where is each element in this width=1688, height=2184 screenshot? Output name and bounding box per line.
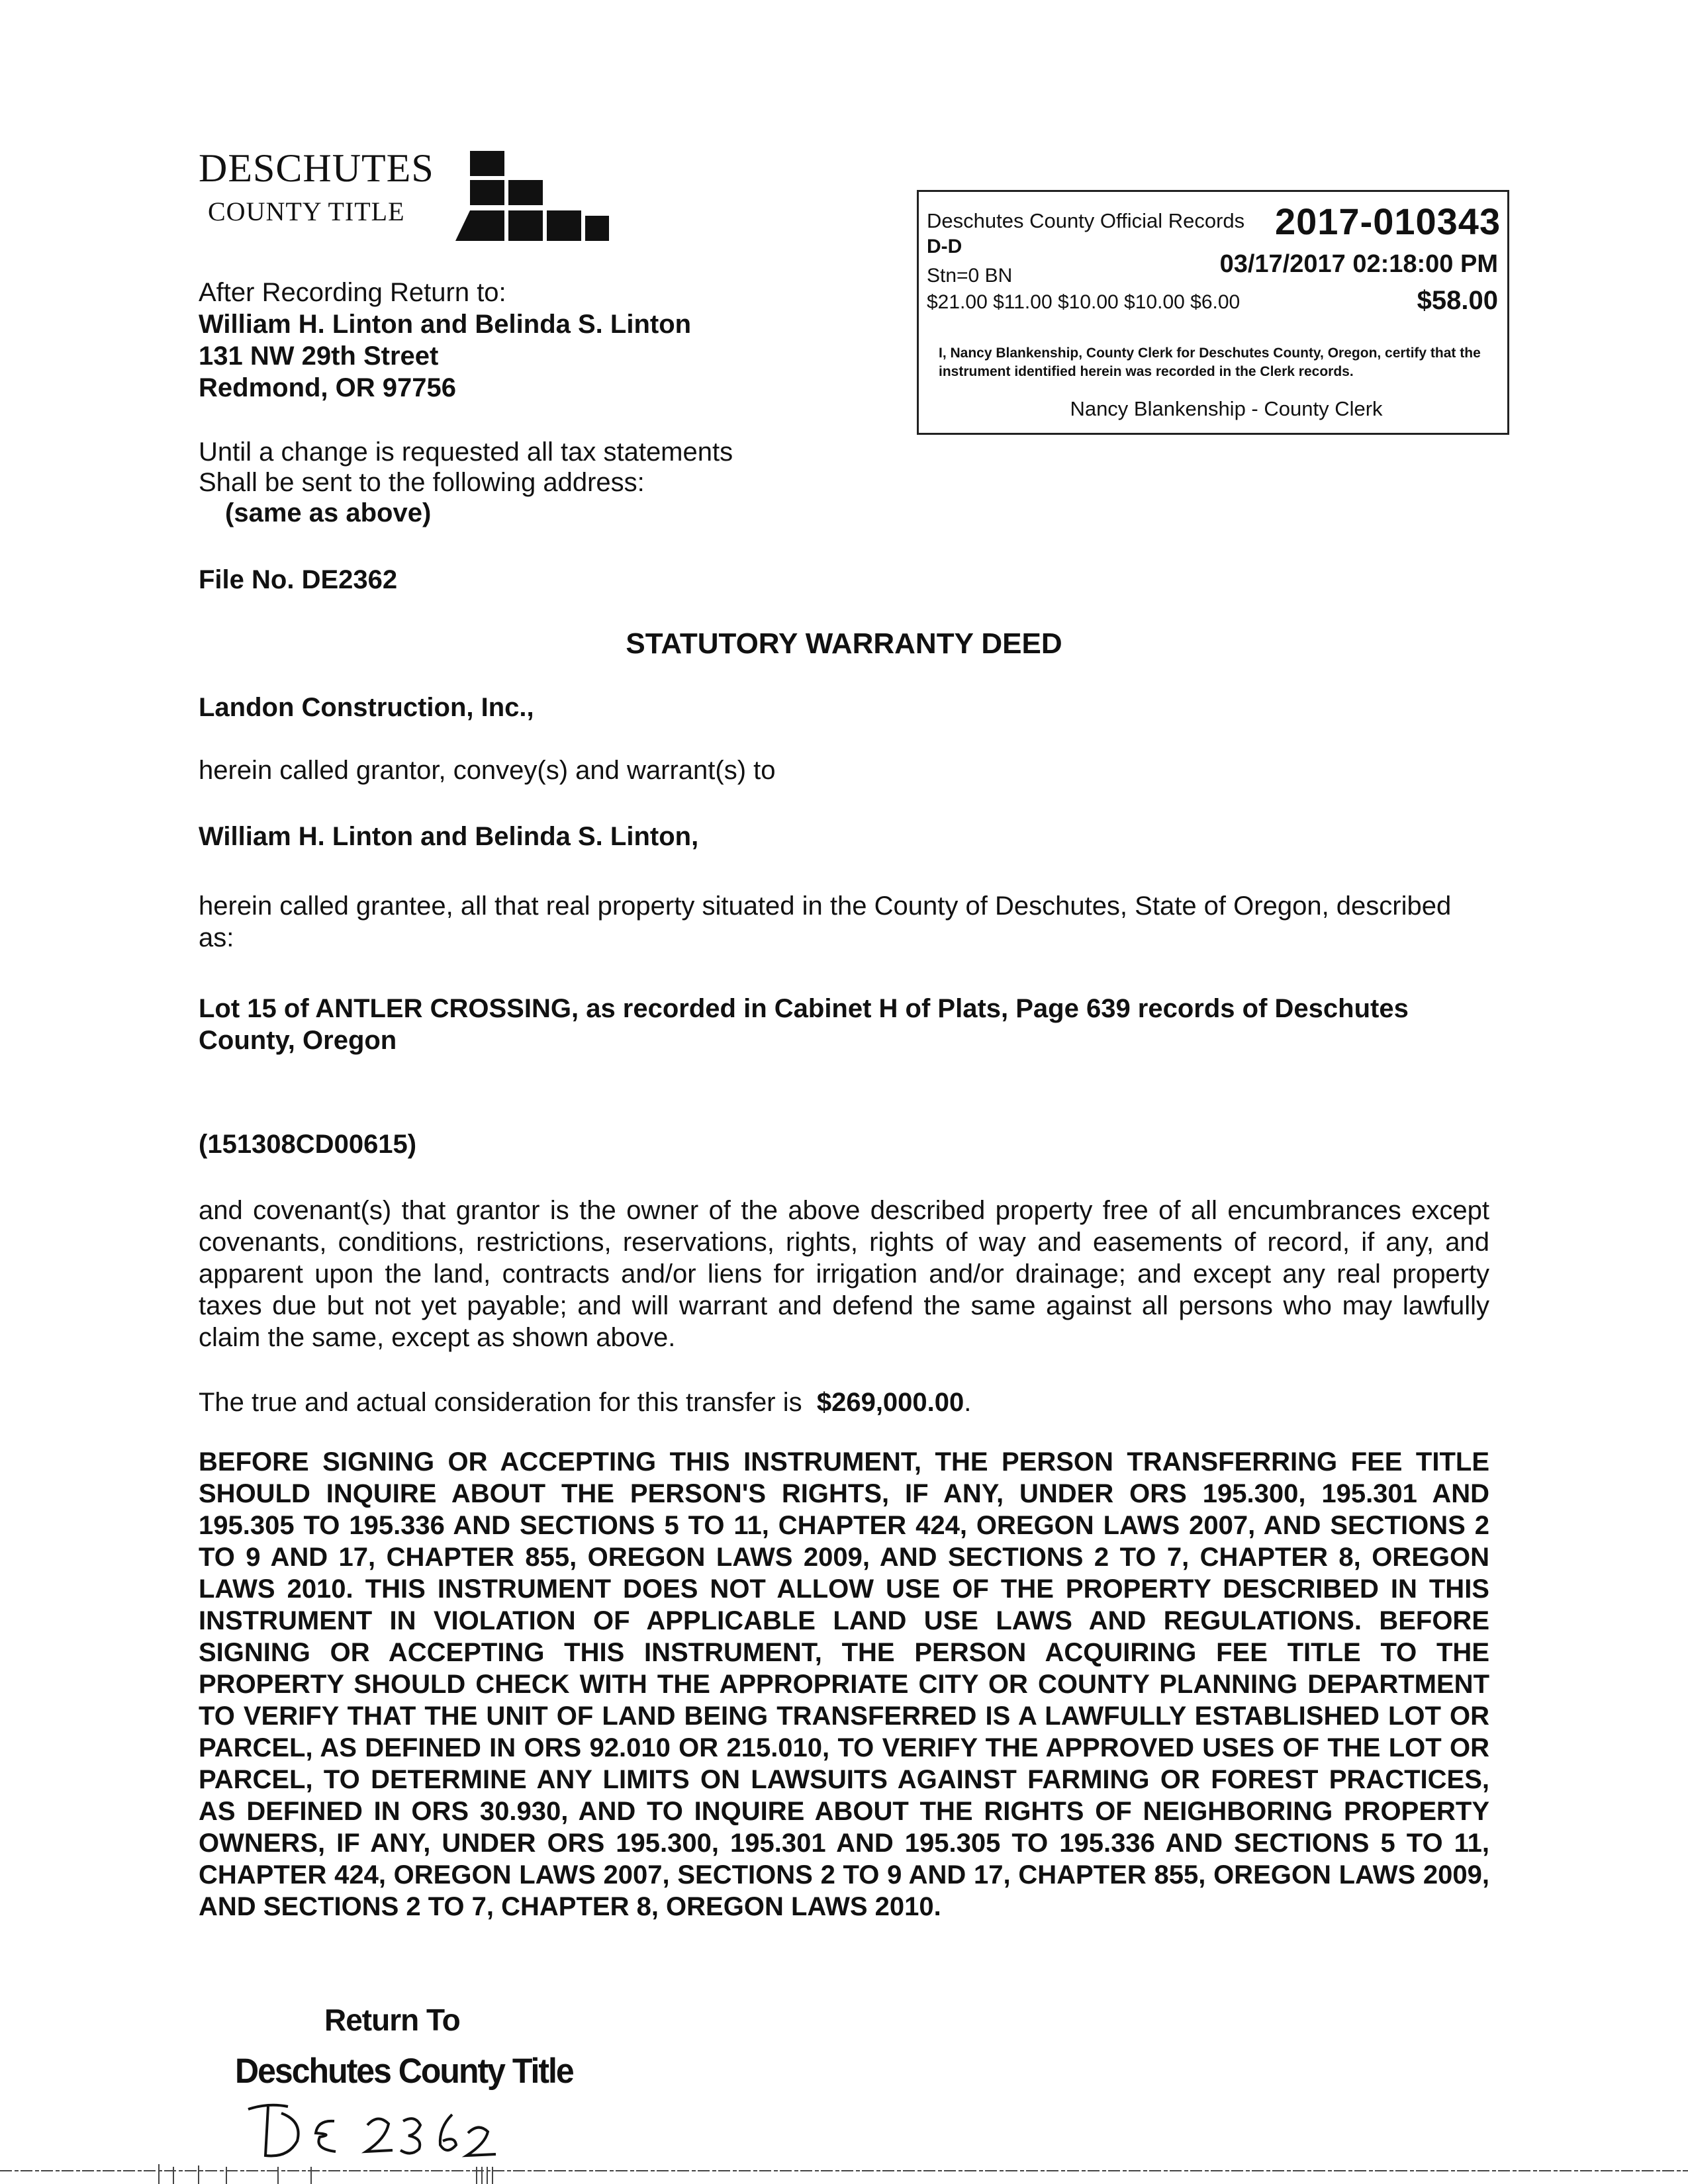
recording-type: D-D bbox=[927, 236, 962, 257]
recording-fees: $21.00 $11.00 $10.00 $10.00 $6.00 bbox=[927, 291, 1241, 313]
covenant-paragraph: and covenant(s) that grantor is the owner of the above described property free of all encumbrances except covenants, conditions, restrictions, reservations, rights, rights of way and easements of record, if any, and apparent upon the land, contracts and/or liens for irrigation and/or drainage; and except any real property taxes due but not yet payable; and will warrant and defend the same against all persons who may lawfully claim the same, except as shown above. bbox=[199, 1196, 1489, 1352]
logo-word-county-title: COUNTY TITLE bbox=[208, 197, 405, 226]
return-to-label: After Recording Return to: bbox=[199, 278, 506, 307]
return-address-name: William H. Linton and Belinda S. Linton bbox=[199, 310, 692, 339]
recording-certification: I, Nancy Blankenship, County Clerk for Deschutes County, Oregon, certify that the instrument identified herein was recorded in the Clerk records. bbox=[939, 345, 1481, 379]
return-address-city: Redmond, OR 97756 bbox=[199, 373, 457, 402]
recording-number: 2017-010343 bbox=[1275, 201, 1501, 242]
grantor-name: Landon Construction, Inc., bbox=[199, 693, 534, 722]
return-address-street: 131 NW 29th Street bbox=[199, 341, 439, 371]
stamp-company: Deschutes County Title bbox=[235, 2051, 573, 2091]
logo-blocks-icon bbox=[455, 151, 609, 241]
consideration-amount: $269,000.00 bbox=[816, 1388, 964, 1417]
return-address bbox=[199, 308, 691, 404]
ors-warning-paragraph: BEFORE SIGNING OR ACCEPTING THIS INSTRUMENT, THE PERSON TRANSFERRING FEE TITLE SHOULD INQUIRE ABOUT THE PERSON'S RIGHTS, IF ANY, UNDER ORS 195.300, 195.301 AND 195.305 TO 195.336 AND SECTIONS 5 TO 11, CHAPTER 424, OREGON LAWS 2007, AND SECTIONS 2 TO 9 AND 17, CHAPTER 855, OREGON LAWS 2009, AND SECTIONS 2 TO 7, CHAPTER 8, OREGON LAWS 2010. THIS INSTRUMENT DOES NOT ALLOW USE OF THE PROPERTY DESCRIBED IN THIS INSTRUMENT IN VIOLATION OF APPLICABLE LAND USE LAWS AND REGULATIONS. BEFORE SIGNING OR ACCEPTING THIS INSTRUMENT, THE PERSON ACQUIRING FEE TITLE TO THE PROPERTY SHOULD CHECK WITH THE APPROPRIATE CITY OR COUNTY PLANNING DEPARTMENT TO VERIFY THAT THE UNIT OF LAND BEING TRANSFERRED IS A LAWFULLY ESTABLISHED LOT OR PARCEL, AS DEFINED IN ORS 92.010 OR 215.010, TO VERIFY THE APPROVED USES OF THE LOT OR PARCEL, TO DETERMINE ANY LIMITS ON LAWSUITS AGAINST FARMING OR FOREST PRACTICES, AS DEFINED IN ORS 30.930, AND TO INQUIRE ABOUT THE RIGHTS OF NEIGHBORING PROPERTY OWNERS, IF ANY, UNDER ORS 195.300, 195.301 AND 195.305 TO 195.336 AND SECTIONS 5 TO 11, CHAPTER 424, OREGON LAWS 2007, SECTIONS 2 TO 9 AND 17, CHAPTER 855, OREGON LAWS 2009, AND SECTIONS 2 TO 7, CHAPTER 8, OREGON LAWS 2010. bbox=[199, 1447, 1489, 1921]
recording-total: $58.00 bbox=[1417, 286, 1498, 315]
recording-datetime: 03/17/2017 02:18:00 PM bbox=[1219, 250, 1498, 278]
consideration-text: The true and actual consideration for this transfer is bbox=[199, 1388, 802, 1417]
legal-description: Lot 15 of ANTLER CROSSING, as recorded in Cabinet H of Plats, Page 639 records of Deschutes County, Oregon bbox=[199, 994, 1409, 1055]
parcel-id: (151308CD00615) bbox=[199, 1130, 417, 1159]
tax-statements-same: (same as above) bbox=[225, 498, 432, 527]
tax-statements-block bbox=[199, 437, 733, 528]
tax-statements-line1: Until a change is requested all tax statements bbox=[199, 437, 733, 467]
recording-station: Stn=0 BN bbox=[927, 265, 1013, 287]
consideration-end: . bbox=[964, 1388, 972, 1417]
recording-clerk-signature: Nancy Blankenship - County Clerk bbox=[1070, 397, 1383, 420]
recording-title: Deschutes County Official Records bbox=[927, 209, 1245, 232]
deed-title: STATUTORY WARRANTY DEED bbox=[626, 627, 1062, 660]
scan-edge-marks bbox=[0, 2158, 1688, 2184]
convey-text: herein called grantor, convey(s) and warrant(s) to bbox=[199, 756, 776, 785]
grantee-description: herein called grantee, all that real property situated in the County of Deschutes, State of Oregon, described as: bbox=[199, 891, 1452, 952]
stamp-return-to: Return To bbox=[324, 2003, 460, 2037]
file-number: File No. DE2362 bbox=[199, 565, 398, 594]
logo-word-deschutes: DESCHUTES bbox=[199, 146, 434, 190]
grantee-name: William H. Linton and Belinda S. Linton, bbox=[199, 822, 699, 851]
recording-box bbox=[917, 190, 1509, 435]
tax-statements-line2: Shall be sent to the following address: bbox=[199, 468, 645, 497]
company-logo bbox=[199, 146, 609, 245]
consideration-line bbox=[199, 1387, 1489, 1418]
